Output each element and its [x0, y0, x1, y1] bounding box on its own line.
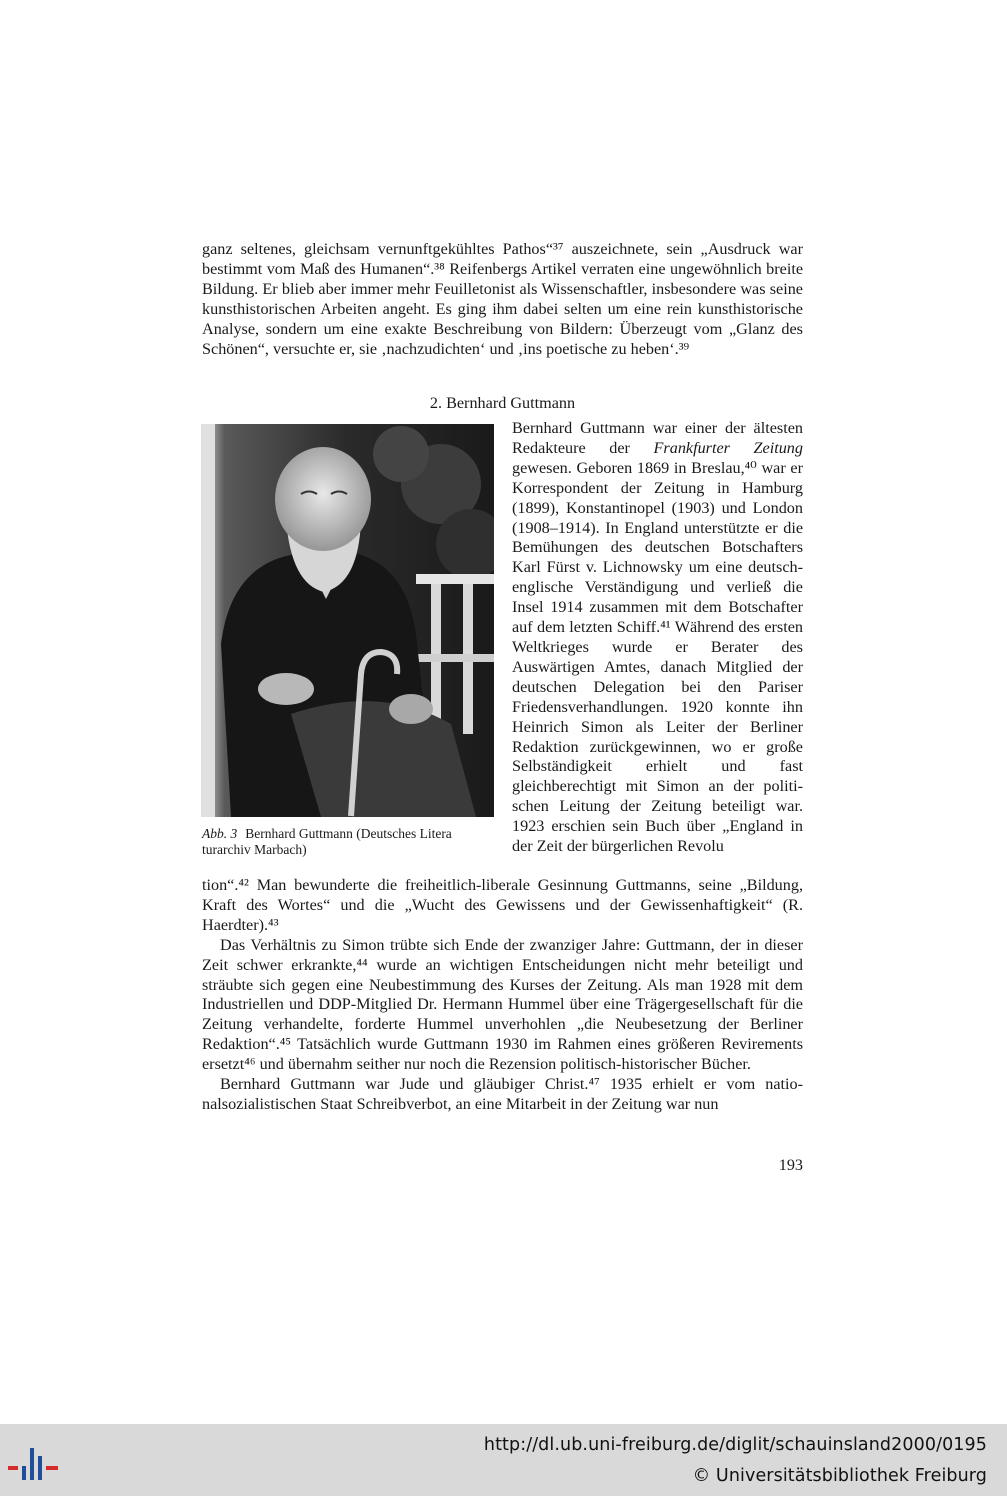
side-text-1: Bernhard Guttmann war einer der ältesten Redakteure der	[512, 419, 803, 457]
side-paragraph	[512, 419, 803, 857]
document-url[interactable]: http://dl.ub.uni-freiburg.de/diglit/schauinsland2000/0195	[483, 1435, 987, 1455]
top-paragraph	[202, 240, 803, 359]
caption-text: Bernhard Guttmann (Deutsches Litera turarchiv Marbach)	[202, 826, 452, 857]
footer-bar	[0, 1424, 1007, 1496]
figure-caption	[202, 826, 494, 858]
caption-label: Abb. 3	[202, 826, 238, 841]
newspaper-title: Frankfurter Zeitung	[653, 438, 803, 457]
paragraph-jude: Bernhard Guttmann war Jude und gläubiger Christ.⁴⁷ 1935 erhielt er vom nationalsozialistischen Staat Schreibverbot, an eine Mitarbeit in der Zeitung war nun	[202, 1075, 803, 1113]
paragraph-simon: Das Verhältnis zu Simon trübte sich Ende der zwanziger Jahre: Guttmann, der in dieser Zeit schwer erkrankte,⁴⁴ wurde an wichtigen Entscheidungen nicht mehr beteiligt und sträubte sich gegen eine Neubestimmung des Kurses der Zeitung. Als man 1928 mit dem Industriellen und DDP-Mitglied Dr. Hermann Hummel über eine Trägergesellschaft für die Zeitung verhandelte, forderte Hummel unverhohlen „die Neubesetzung der Berliner Redaktion“.⁴⁵ Tatsächlich wurde Guttmann 1930 im Rahmen eines größeren Revirements ersetzt⁴⁶ und übernahm seither nur noch die Rezension politisch-historischer Bücher.	[202, 935, 803, 1074]
page-number: 193	[778, 1156, 803, 1174]
side-text-2: gewesen. Geboren 1869 in Breslau,⁴⁰ war er Korrespondent der Zeitung in Hamburg (1899), Konstantinopel (1903) und London (1908–1914). In England unterstützte er die Bemühungen des deutschen Botschafters Karl Fürst v. Lichnowsky um eine deutsch-englische Verständigung und verließ die Insel 1914 zusammen mit dem Botschafter auf dem letzten Schiff.⁴¹ Während des ersten Weltkrieges wurde er Berater des Auswärtigen Amtes, danach Mitglied der deutschen Delegation bei den Pariser Friedensverhandlungen. 1920 konnte ihn Heinrich Simon als Leiter der Berliner Redaktion zurückgewinnen, wo er große Selbständigkeit erhielt und fast gleichberechtigt mit Simon an der politischen Leitung der Zeitung beteiligt war. 1923 erschien sein Buch über „England in der Zeit der bürgerlichen Revolu	[512, 458, 803, 856]
top-paragraph-text: ganz seltenes, gleichsam vernunftgekühltes Pathos“³⁷ auszeichnete, sein „Ausdruck war bestimmt vom Maß des Humanen“.³⁸ Reifenbergs Artikel verraten eine ungewöhnlich breite Bildung. Er blieb aber immer mehr Feuilletonist als Wissenschaftler, insbesondere was seine kunsthistorischen Arbeiten angeht. Es ging ihm dabei selten um eine rein kunsthistorische Analyse, sondern um eine exakte Beschreibung von Bildern: Überzeugt vom „Glanz des Schönen“, versuchte er, sie ‚nachzudichten‘ und ‚ins poetische zu heben‘.³⁹	[202, 240, 803, 358]
paragraph-continued: tion“.⁴² Man bewunderte die freiheitlich-liberale Gesinnung Guttmanns, seine „Bildung, Kraft des Wortes“ und die „Wucht des Gewissens und der Gewissenhaftigkeit“ (R. Haerdter).⁴³	[202, 876, 803, 934]
section-heading: 2. Bernhard Guttmann	[429, 394, 576, 412]
side-column	[512, 419, 803, 857]
lower-text	[202, 876, 803, 1115]
library-logo-icon	[6, 1434, 66, 1494]
portrait-photo	[201, 424, 494, 817]
copyright-notice: © Universitätsbibliothek Freiburg	[692, 1466, 987, 1486]
